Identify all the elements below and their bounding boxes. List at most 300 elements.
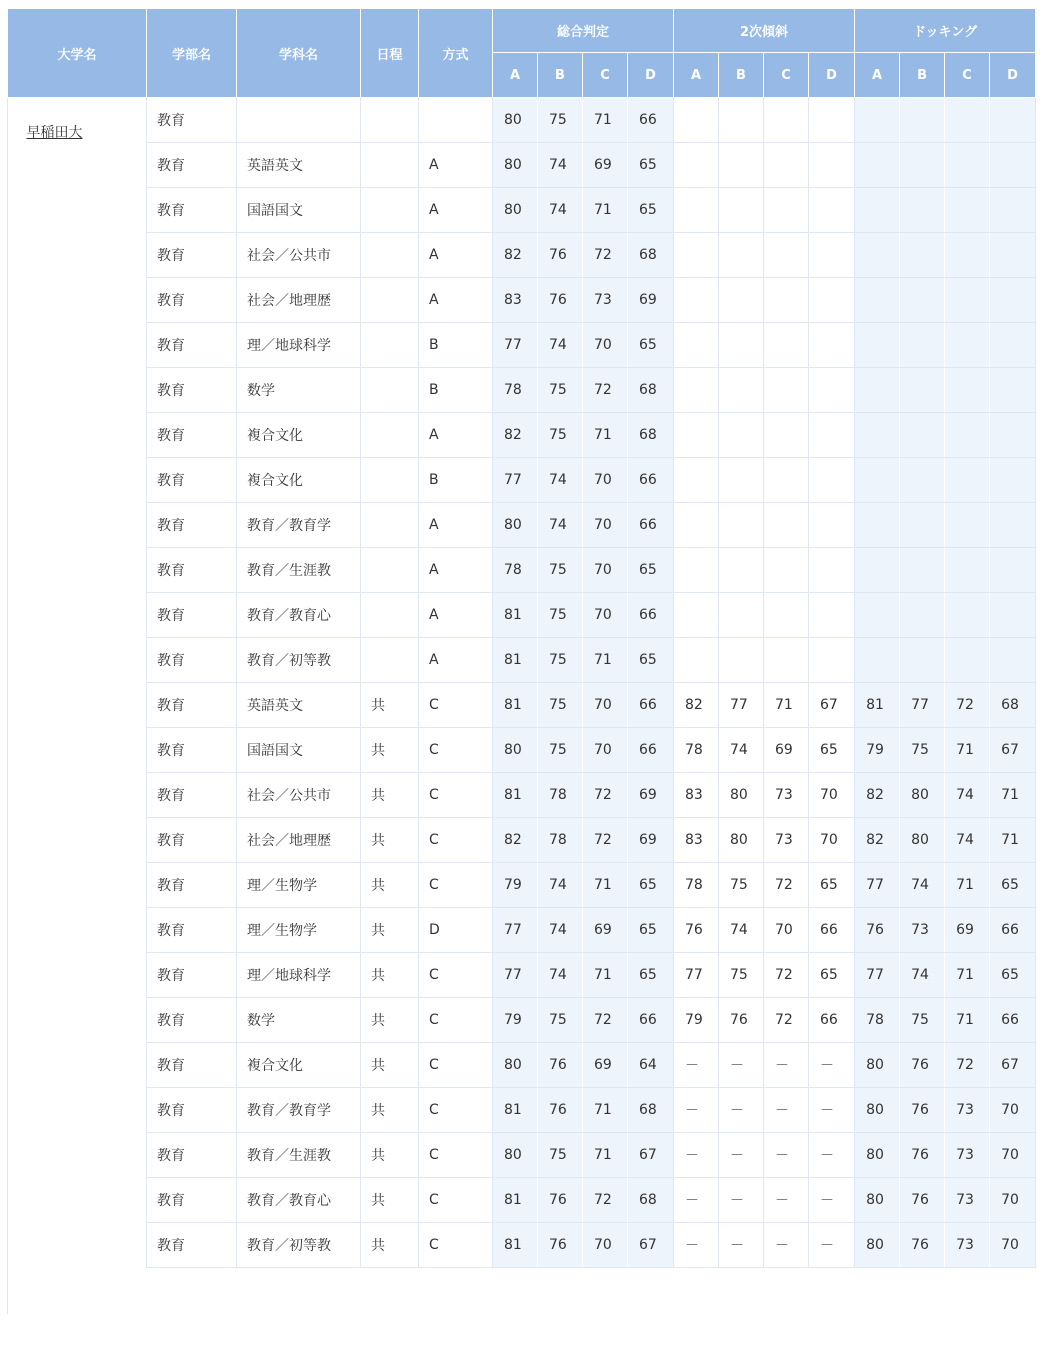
general-grade-a-cell: 82 <box>493 413 538 458</box>
general-grade-a-cell: 81 <box>493 638 538 683</box>
general-grade-c-cell: 70 <box>583 548 628 593</box>
docking-grade-c-cell <box>945 638 990 683</box>
general-grade-a-cell: 81 <box>493 1088 538 1133</box>
general-grade-c-cell: 70 <box>583 728 628 773</box>
method-cell: A <box>419 188 493 233</box>
general-grade-b-cell: 75 <box>538 998 583 1043</box>
header-group-second: 2次傾斜 <box>674 9 855 53</box>
second-grade-a-cell <box>674 413 719 458</box>
docking-grade-a-cell <box>855 593 900 638</box>
docking-grade-b-cell <box>900 143 945 188</box>
general-grade-a-cell: 80 <box>493 98 538 143</box>
docking-grade-a-cell: 79 <box>855 728 900 773</box>
table-row <box>8 593 1036 638</box>
faculty-cell: 教育 <box>147 458 237 503</box>
docking-grade-d-cell <box>990 188 1036 233</box>
department-cell: 教育／初等教 <box>237 638 361 683</box>
second-grade-a-cell: － <box>674 1223 719 1268</box>
department-cell: 数学 <box>237 368 361 413</box>
docking-grade-d-cell <box>990 323 1036 368</box>
schedule-cell: 共 <box>361 818 419 863</box>
docking-grade-d-cell: 71 <box>990 773 1036 818</box>
faculty-cell: 教育 <box>147 548 237 593</box>
general-grade-a-cell: 80 <box>493 1133 538 1178</box>
results-table <box>7 8 1036 1268</box>
second-grade-a-cell: － <box>674 1088 719 1133</box>
second-grade-b-cell: 80 <box>719 773 764 818</box>
header-grade-a: A <box>855 53 900 98</box>
second-grade-a-cell: 82 <box>674 683 719 728</box>
faculty-cell: 教育 <box>147 1223 237 1268</box>
general-grade-a-cell: 77 <box>493 458 538 503</box>
method-cell: C <box>419 1178 493 1223</box>
method-cell: D <box>419 908 493 953</box>
general-grade-d-cell: 68 <box>628 233 674 278</box>
method-cell: A <box>419 233 493 278</box>
docking-grade-b-cell: 76 <box>900 1043 945 1088</box>
docking-grade-b-cell: 76 <box>900 1133 945 1178</box>
docking-grade-d-cell <box>990 98 1036 143</box>
general-grade-d-cell: 65 <box>628 188 674 233</box>
schedule-cell <box>361 638 419 683</box>
docking-grade-d-cell: 68 <box>990 683 1036 728</box>
faculty-cell: 教育 <box>147 683 237 728</box>
second-grade-d-cell <box>809 233 855 278</box>
general-grade-a-cell: 79 <box>493 863 538 908</box>
second-grade-a-cell: － <box>674 1043 719 1088</box>
method-cell: C <box>419 683 493 728</box>
second-grade-b-cell: 80 <box>719 818 764 863</box>
schedule-cell <box>361 503 419 548</box>
general-grade-a-cell: 81 <box>493 773 538 818</box>
general-grade-b-cell: 74 <box>538 323 583 368</box>
docking-grade-c-cell: 73 <box>945 1178 990 1223</box>
table-header <box>8 9 1036 98</box>
docking-grade-c-cell: 71 <box>945 863 990 908</box>
general-grade-a-cell: 81 <box>493 1178 538 1223</box>
general-grade-c-cell: 71 <box>583 863 628 908</box>
docking-grade-a-cell <box>855 233 900 278</box>
general-grade-d-cell: 65 <box>628 638 674 683</box>
results-table-container <box>7 8 1036 1268</box>
docking-grade-c-cell <box>945 593 990 638</box>
schedule-cell <box>361 413 419 458</box>
docking-grade-a-cell <box>855 278 900 323</box>
second-grade-c-cell <box>764 548 809 593</box>
second-grade-d-cell: － <box>809 1043 855 1088</box>
department-cell: 社会／地理歴 <box>237 278 361 323</box>
docking-grade-a-cell <box>855 503 900 548</box>
second-grade-a-cell: 83 <box>674 818 719 863</box>
department-cell <box>237 98 361 143</box>
second-grade-c-cell <box>764 278 809 323</box>
schedule-cell: 共 <box>361 1223 419 1268</box>
docking-grade-c-cell <box>945 548 990 593</box>
second-grade-a-cell <box>674 548 719 593</box>
faculty-cell: 教育 <box>147 143 237 188</box>
docking-grade-c-cell: 71 <box>945 728 990 773</box>
docking-grade-a-cell <box>855 548 900 593</box>
header-grade-c: C <box>583 53 628 98</box>
method-cell: B <box>419 458 493 503</box>
table-row <box>8 503 1036 548</box>
second-grade-d-cell <box>809 278 855 323</box>
second-grade-c-cell <box>764 413 809 458</box>
faculty-cell: 教育 <box>147 593 237 638</box>
docking-grade-c-cell: 72 <box>945 683 990 728</box>
second-grade-c-cell <box>764 503 809 548</box>
department-cell: 英語英文 <box>237 143 361 188</box>
general-grade-b-cell: 76 <box>538 1223 583 1268</box>
second-grade-b-cell: － <box>719 1043 764 1088</box>
faculty-cell: 教育 <box>147 98 237 143</box>
general-grade-c-cell: 72 <box>583 233 628 278</box>
method-cell: C <box>419 863 493 908</box>
second-grade-c-cell <box>764 458 809 503</box>
second-grade-d-cell: 66 <box>809 908 855 953</box>
docking-grade-c-cell <box>945 323 990 368</box>
schedule-cell: 共 <box>361 953 419 998</box>
method-cell: A <box>419 143 493 188</box>
department-cell: 国語国文 <box>237 728 361 773</box>
table-row <box>8 953 1036 998</box>
schedule-cell: 共 <box>361 863 419 908</box>
method-cell: B <box>419 368 493 413</box>
docking-grade-b-cell: 73 <box>900 908 945 953</box>
second-grade-b-cell <box>719 413 764 458</box>
docking-grade-a-cell <box>855 323 900 368</box>
docking-grade-c-cell <box>945 368 990 413</box>
table-row <box>8 863 1036 908</box>
general-grade-d-cell: 69 <box>628 818 674 863</box>
second-grade-c-cell: 72 <box>764 998 809 1043</box>
general-grade-d-cell: 69 <box>628 773 674 818</box>
table-row <box>8 1133 1036 1178</box>
docking-grade-b-cell <box>900 233 945 278</box>
second-grade-a-cell: 83 <box>674 773 719 818</box>
table-row <box>8 278 1036 323</box>
method-cell: C <box>419 953 493 998</box>
second-grade-b-cell: 77 <box>719 683 764 728</box>
general-grade-d-cell: 64 <box>628 1043 674 1088</box>
second-grade-d-cell <box>809 503 855 548</box>
general-grade-c-cell: 71 <box>583 638 628 683</box>
second-grade-c-cell <box>764 143 809 188</box>
general-grade-a-cell: 80 <box>493 188 538 233</box>
general-grade-c-cell: 70 <box>583 323 628 368</box>
second-grade-b-cell: 75 <box>719 953 764 998</box>
method-cell: A <box>419 548 493 593</box>
second-grade-c-cell: 70 <box>764 908 809 953</box>
general-grade-b-cell: 76 <box>538 1178 583 1223</box>
general-grade-c-cell: 70 <box>583 458 628 503</box>
university-link[interactable]: 早稲田大 <box>26 125 83 141</box>
second-grade-a-cell: － <box>674 1178 719 1223</box>
general-grade-b-cell: 78 <box>538 773 583 818</box>
second-grade-b-cell <box>719 548 764 593</box>
second-grade-d-cell: 65 <box>809 728 855 773</box>
department-cell: 数学 <box>237 998 361 1043</box>
docking-grade-a-cell <box>855 638 900 683</box>
department-cell: 理／生物学 <box>237 863 361 908</box>
general-grade-a-cell: 80 <box>493 1043 538 1088</box>
general-grade-a-cell: 79 <box>493 998 538 1043</box>
second-grade-a-cell: 76 <box>674 908 719 953</box>
second-grade-b-cell: － <box>719 1178 764 1223</box>
general-grade-d-cell: 66 <box>628 503 674 548</box>
second-grade-b-cell <box>719 98 764 143</box>
department-cell: 理／生物学 <box>237 908 361 953</box>
schedule-cell: 共 <box>361 1178 419 1223</box>
docking-grade-d-cell <box>990 548 1036 593</box>
general-grade-c-cell: 72 <box>583 998 628 1043</box>
faculty-cell: 教育 <box>147 233 237 278</box>
docking-grade-c-cell: 73 <box>945 1133 990 1178</box>
method-cell: C <box>419 1223 493 1268</box>
second-grade-d-cell: － <box>809 1223 855 1268</box>
docking-grade-d-cell <box>990 593 1036 638</box>
second-grade-a-cell <box>674 323 719 368</box>
header-group-general: 総合判定 <box>493 9 674 53</box>
general-grade-a-cell: 83 <box>493 278 538 323</box>
general-grade-a-cell: 78 <box>493 368 538 413</box>
docking-grade-b-cell <box>900 323 945 368</box>
general-grade-a-cell: 81 <box>493 593 538 638</box>
docking-grade-c-cell <box>945 233 990 278</box>
second-grade-d-cell: 65 <box>809 953 855 998</box>
docking-grade-a-cell: 80 <box>855 1043 900 1088</box>
docking-grade-c-cell <box>945 503 990 548</box>
second-grade-b-cell: 74 <box>719 728 764 773</box>
second-grade-c-cell: 73 <box>764 818 809 863</box>
general-grade-c-cell: 72 <box>583 818 628 863</box>
docking-grade-b-cell: 76 <box>900 1178 945 1223</box>
general-grade-c-cell: 71 <box>583 413 628 458</box>
second-grade-b-cell <box>719 278 764 323</box>
second-grade-d-cell <box>809 458 855 503</box>
second-grade-b-cell <box>719 188 764 233</box>
docking-grade-d-cell <box>990 413 1036 458</box>
second-grade-b-cell: 75 <box>719 863 764 908</box>
schedule-cell: 共 <box>361 998 419 1043</box>
department-cell: 教育／教育学 <box>237 503 361 548</box>
general-grade-b-cell: 75 <box>538 728 583 773</box>
docking-grade-d-cell: 70 <box>990 1223 1036 1268</box>
docking-grade-b-cell: 75 <box>900 998 945 1043</box>
header-faculty: 学部名 <box>147 9 237 98</box>
docking-grade-c-cell: 74 <box>945 818 990 863</box>
department-cell: 複合文化 <box>237 1043 361 1088</box>
second-grade-a-cell <box>674 593 719 638</box>
schedule-cell: 共 <box>361 683 419 728</box>
general-grade-c-cell: 71 <box>583 1088 628 1133</box>
department-cell: 教育／教育学 <box>237 1088 361 1133</box>
docking-grade-d-cell <box>990 368 1036 413</box>
docking-grade-b-cell <box>900 368 945 413</box>
general-grade-b-cell: 76 <box>538 1088 583 1133</box>
second-grade-d-cell <box>809 323 855 368</box>
docking-grade-a-cell <box>855 458 900 503</box>
second-grade-d-cell <box>809 413 855 458</box>
faculty-cell: 教育 <box>147 278 237 323</box>
general-grade-b-cell: 76 <box>538 1043 583 1088</box>
general-grade-b-cell: 75 <box>538 638 583 683</box>
second-grade-c-cell: 73 <box>764 773 809 818</box>
docking-grade-c-cell <box>945 458 990 503</box>
faculty-cell: 教育 <box>147 998 237 1043</box>
second-grade-d-cell: － <box>809 1088 855 1133</box>
general-grade-d-cell: 66 <box>628 998 674 1043</box>
table-row <box>8 1043 1036 1088</box>
docking-grade-b-cell <box>900 413 945 458</box>
general-grade-d-cell: 65 <box>628 548 674 593</box>
schedule-cell <box>361 188 419 233</box>
table-row <box>8 818 1036 863</box>
docking-grade-b-cell <box>900 548 945 593</box>
docking-grade-c-cell <box>945 188 990 233</box>
general-grade-d-cell: 67 <box>628 1223 674 1268</box>
general-grade-b-cell: 74 <box>538 143 583 188</box>
schedule-cell <box>361 593 419 638</box>
schedule-cell <box>361 233 419 278</box>
second-grade-c-cell <box>764 593 809 638</box>
second-grade-d-cell <box>809 638 855 683</box>
general-grade-b-cell: 74 <box>538 503 583 548</box>
general-grade-c-cell: 70 <box>583 1223 628 1268</box>
faculty-cell: 教育 <box>147 1088 237 1133</box>
docking-grade-d-cell <box>990 278 1036 323</box>
second-grade-d-cell <box>809 368 855 413</box>
docking-grade-c-cell: 72 <box>945 1043 990 1088</box>
method-cell: C <box>419 818 493 863</box>
header-grade-c: C <box>945 53 990 98</box>
general-grade-c-cell: 70 <box>583 683 628 728</box>
schedule-cell <box>361 98 419 143</box>
second-grade-a-cell <box>674 503 719 548</box>
department-cell: 教育／生涯教 <box>237 548 361 593</box>
faculty-cell: 教育 <box>147 638 237 683</box>
faculty-cell: 教育 <box>147 503 237 548</box>
docking-grade-d-cell: 70 <box>990 1178 1036 1223</box>
method-cell: B <box>419 323 493 368</box>
general-grade-a-cell: 81 <box>493 683 538 728</box>
general-grade-a-cell: 80 <box>493 503 538 548</box>
general-grade-b-cell: 75 <box>538 593 583 638</box>
second-grade-d-cell <box>809 143 855 188</box>
docking-grade-b-cell: 74 <box>900 953 945 998</box>
docking-grade-b-cell <box>900 278 945 323</box>
table-row <box>8 908 1036 953</box>
second-grade-b-cell <box>719 458 764 503</box>
general-grade-d-cell: 67 <box>628 1133 674 1178</box>
table-row <box>8 728 1036 773</box>
docking-grade-b-cell: 77 <box>900 683 945 728</box>
second-grade-d-cell: 67 <box>809 683 855 728</box>
second-grade-c-cell <box>764 323 809 368</box>
second-grade-d-cell: 70 <box>809 818 855 863</box>
general-grade-d-cell: 65 <box>628 953 674 998</box>
schedule-cell <box>361 143 419 188</box>
table-row <box>8 1088 1036 1133</box>
second-grade-c-cell: 71 <box>764 683 809 728</box>
general-grade-d-cell: 66 <box>628 683 674 728</box>
docking-grade-c-cell <box>945 413 990 458</box>
header-grade-b: B <box>538 53 583 98</box>
docking-grade-a-cell: 77 <box>855 953 900 998</box>
general-grade-c-cell: 69 <box>583 1043 628 1088</box>
docking-grade-d-cell: 66 <box>990 908 1036 953</box>
second-grade-a-cell: 78 <box>674 728 719 773</box>
second-grade-c-cell <box>764 368 809 413</box>
header-grade-a: A <box>674 53 719 98</box>
general-grade-b-cell: 75 <box>538 683 583 728</box>
docking-grade-b-cell: 74 <box>900 863 945 908</box>
table-row <box>8 548 1036 593</box>
method-cell: C <box>419 998 493 1043</box>
schedule-cell: 共 <box>361 728 419 773</box>
faculty-cell: 教育 <box>147 953 237 998</box>
header-department: 学科名 <box>237 9 361 98</box>
department-cell: 教育／初等教 <box>237 1223 361 1268</box>
general-grade-b-cell: 74 <box>538 953 583 998</box>
second-grade-b-cell: － <box>719 1223 764 1268</box>
header-group-docking: ドッキング <box>855 9 1036 53</box>
faculty-cell: 教育 <box>147 818 237 863</box>
docking-grade-d-cell <box>990 503 1036 548</box>
table-row <box>8 413 1036 458</box>
faculty-cell: 教育 <box>147 863 237 908</box>
docking-grade-d-cell: 70 <box>990 1133 1036 1178</box>
second-grade-b-cell <box>719 593 764 638</box>
docking-grade-d-cell: 71 <box>990 818 1036 863</box>
general-grade-b-cell: 76 <box>538 278 583 323</box>
schedule-cell <box>361 323 419 368</box>
method-cell: C <box>419 773 493 818</box>
second-grade-d-cell: － <box>809 1178 855 1223</box>
header-grade-d: D <box>628 53 674 98</box>
second-grade-a-cell: 78 <box>674 863 719 908</box>
faculty-cell: 教育 <box>147 368 237 413</box>
general-grade-d-cell: 68 <box>628 413 674 458</box>
second-grade-c-cell: － <box>764 1223 809 1268</box>
faculty-cell: 教育 <box>147 728 237 773</box>
department-cell: 社会／公共市 <box>237 233 361 278</box>
second-grade-c-cell <box>764 98 809 143</box>
department-cell: 国語国文 <box>237 188 361 233</box>
header-grade-d: D <box>809 53 855 98</box>
docking-grade-a-cell <box>855 143 900 188</box>
faculty-cell: 教育 <box>147 188 237 233</box>
general-grade-b-cell: 75 <box>538 1133 583 1178</box>
general-grade-d-cell: 68 <box>628 1088 674 1133</box>
schedule-cell <box>361 368 419 413</box>
department-cell: 英語英文 <box>237 683 361 728</box>
general-grade-b-cell: 75 <box>538 413 583 458</box>
second-grade-c-cell: 72 <box>764 863 809 908</box>
general-grade-c-cell: 70 <box>583 503 628 548</box>
docking-grade-d-cell: 65 <box>990 863 1036 908</box>
general-grade-b-cell: 74 <box>538 863 583 908</box>
general-grade-b-cell: 74 <box>538 908 583 953</box>
docking-grade-b-cell <box>900 458 945 503</box>
schedule-cell: 共 <box>361 773 419 818</box>
second-grade-c-cell <box>764 233 809 278</box>
schedule-cell <box>361 278 419 323</box>
header-grade-b: B <box>900 53 945 98</box>
docking-grade-d-cell: 66 <box>990 998 1036 1043</box>
faculty-cell: 教育 <box>147 1133 237 1178</box>
schedule-cell: 共 <box>361 1088 419 1133</box>
